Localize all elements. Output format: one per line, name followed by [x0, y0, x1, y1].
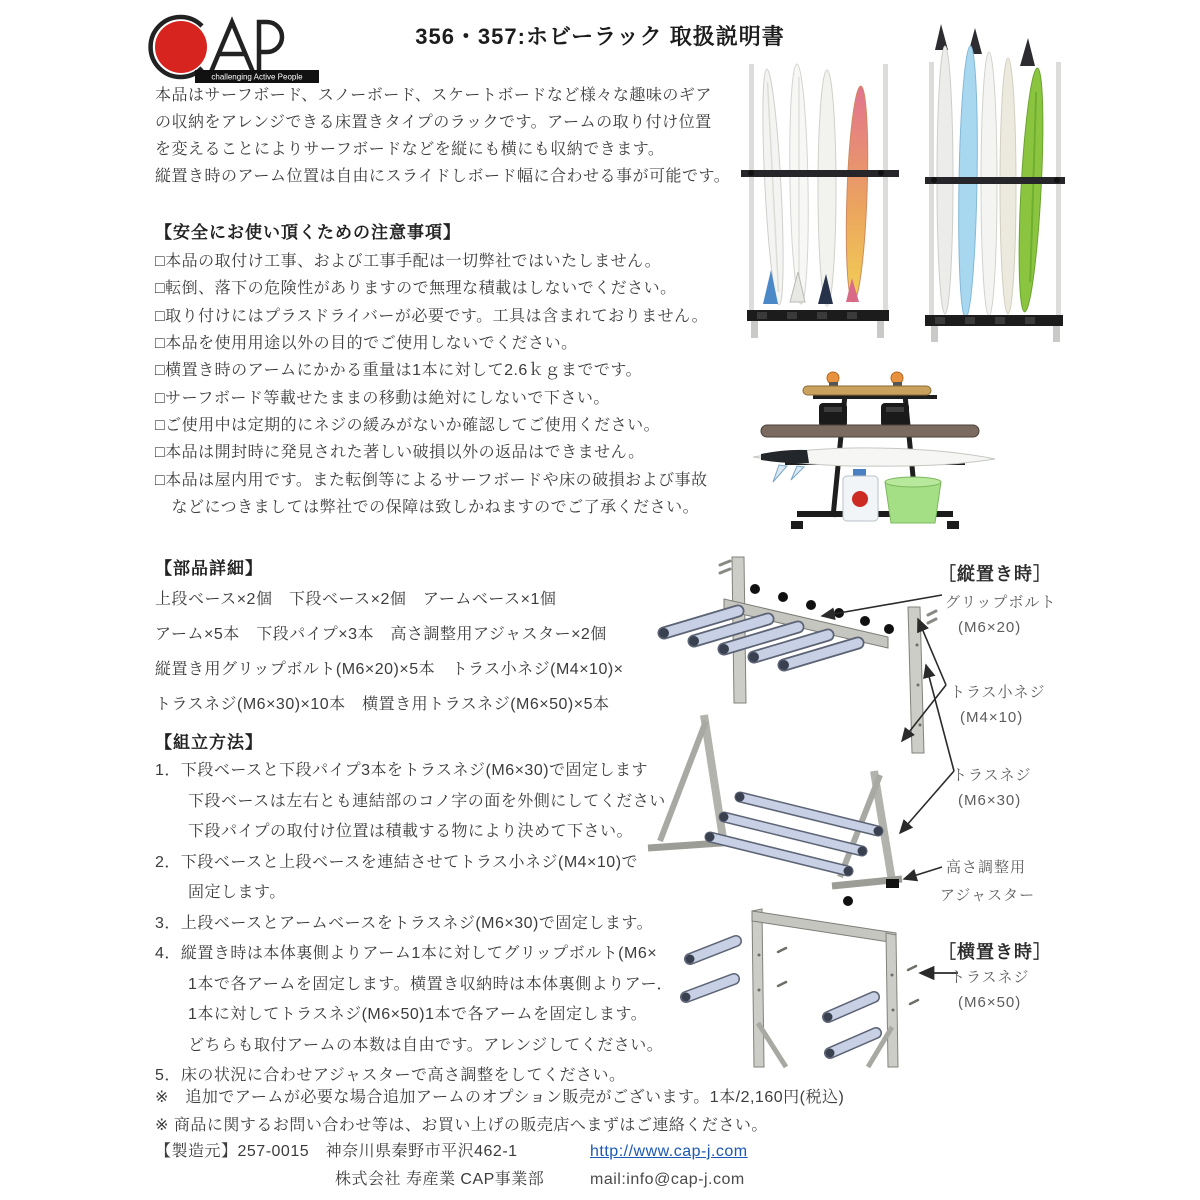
skateboard	[803, 372, 931, 395]
logo-letter-a	[211, 22, 253, 72]
surfboard-pink	[843, 86, 871, 303]
rack-right	[925, 24, 1065, 342]
assembly-step: 3．上段ベースとアームベースをトラスネジ(M6×30)で固定します。	[155, 915, 654, 932]
parts-heading: 【部品詳細】	[155, 559, 263, 578]
parts-line: 上段ベース×2個 下段ベース×2個 アームベース×1個	[155, 591, 557, 608]
assembly-step: 1．下段ベースと下段パイプ3本をトラスネジ(M6×30)で固定します	[155, 762, 649, 779]
fin	[935, 24, 948, 50]
assembly-step: 下段パイプの取付け位置は積載する物により決めて下さい。	[155, 823, 634, 840]
fin	[791, 466, 804, 480]
photo-vertical-racks	[735, 12, 1065, 347]
caption-horizontal-mode: ［横置き時］	[938, 942, 1052, 962]
company-name: 株式会社 寿産業 CAP事業部	[335, 1171, 545, 1188]
bucket	[885, 477, 941, 523]
maker-address: 【製造元】257-0015 神奈川県秦野市平沢462-1	[155, 1143, 518, 1160]
assembly-step: 固定します。	[155, 884, 286, 901]
assembly-heading: 【組立方法】	[155, 733, 263, 752]
safety-item: □サーフボード等載せたままの移動は絶対にしないで下さい。	[155, 390, 610, 407]
logo-red-circle	[155, 21, 207, 73]
cap-logo	[145, 14, 325, 88]
safety-item: □ご使用中は定期的にネジの緩みがないか確認してご使用ください。	[155, 417, 661, 434]
assembly-step: 下段ベースは左右とも連結部のコノ字の面を外側にしてください	[155, 793, 666, 810]
label-truss-screw-h-size: (M6×50)	[958, 994, 1022, 1011]
website-link[interactable]: http://www.cap-j.com	[590, 1143, 748, 1160]
safety-heading: 【安全にお使い頂くための注意事項】	[155, 223, 461, 242]
safety-item: □転倒、落下の危険性がありますので無理な積載はしないでください。	[155, 280, 677, 297]
label-truss-screw: トラスネジ	[952, 767, 1032, 784]
intro-line: を変えることによりサーフボードなどを縦にも横にも収納できます。	[155, 141, 665, 158]
safety-item: などにつきましては弊社での保障は致しかねますのでご了承ください。	[155, 499, 700, 516]
upper-frame	[752, 909, 898, 1067]
note-line: ※ 追加でアームが必要な場合追加アームのオプション販売がございます。1本/2,160円(税込)	[155, 1089, 845, 1106]
rack-left	[741, 64, 899, 338]
parts-line: アーム×5本 下段パイプ×3本 高さ調整用アジャスター×2個	[155, 626, 607, 643]
assembly-step: 1本に対してトラスネジ(M6×50)1本で各アームを固定します。	[155, 1006, 648, 1023]
label-adjuster-line1: 高さ調整用	[946, 859, 1027, 876]
intro-line: 本品はサーフボード、スノーボード、スケートボードなど様々な趣味のギア	[155, 87, 712, 104]
logo-letter-p	[259, 22, 282, 72]
safety-item: □本品を使用用途以外の目的でご使用しないでください。	[155, 335, 578, 352]
assembly-step: 5．床の状況に合わせアジャスターで高さ調整をしてください。	[155, 1067, 626, 1084]
safety-item: □本品の取付け工事、および工事手配は一切弊社ではいたしません。	[155, 253, 662, 270]
assembly-step: どちらも取付アームの本数は自由です。アレンジしてください。	[155, 1037, 664, 1054]
assembly-step: 2．下段ベースと上段ベースを連結させてトラス小ネジ(M4×10)で	[155, 854, 639, 871]
safety-item: □取り付けにはプラスドライバーが必要です。工具は含まれておりません。	[155, 308, 709, 325]
fin	[773, 465, 787, 482]
diagram-horizontal-assembly	[640, 895, 1060, 1085]
fin	[1020, 38, 1035, 66]
assembly-step: 4．縦置き時は本体裏側よりアーム1本に対してグリップボルト(M6×	[155, 945, 658, 962]
label-grip-bolt-size: (M6×20)	[958, 619, 1022, 636]
note-line: ※ 商品に関するお問い合わせ等は、お買い上げの販売店へまずはご連絡ください。	[155, 1117, 768, 1134]
label-small-truss-screw-size: (M4×10)	[960, 709, 1024, 726]
horizontal-arms	[682, 941, 877, 1058]
arms	[659, 611, 858, 670]
safety-item: □本品は屋内用です。また転倒等によるサーフボードや床の破損および事故	[155, 472, 708, 489]
page-title: 356・357:ホビーラック 取扱説明書	[415, 24, 785, 49]
parts-line: 縦置き用グリップボルト(M6×20)×5本 トラス小ネジ(M4×10)×	[155, 661, 624, 678]
label-truss-screw-h: トラスネジ	[950, 969, 1030, 986]
safety-item: □本品は開封時に発見された著しい破損以外の返品はできません。	[155, 444, 645, 461]
intro-line: 縦置き時のアーム位置は自由にスライドしボード幅に合わせる事が可能です。	[155, 168, 731, 185]
label-small-truss-screw: トラス小ネジ	[950, 684, 1046, 701]
mail-address: mail:info@cap-j.com	[590, 1171, 745, 1188]
lower-base-frame	[648, 715, 902, 888]
caption-vertical-mode: ［縦置き時］	[938, 564, 1052, 584]
assembly-step: 1本で各アームを固定します。横置き収納時は本体裏側よりアー．	[155, 976, 674, 993]
photo-horizontal-rack	[745, 345, 1005, 535]
logo-tagline: challenging Active People	[211, 72, 303, 82]
intro-line: の収納をアレンジできる床置きタイプのラックです。アームの取り付け位置	[155, 114, 712, 131]
safety-item: □横置き時のアームにかかる重量は1本に対して2.6ｋｇまでです。	[155, 362, 643, 379]
label-truss-screw-size: (M6×30)	[958, 792, 1022, 809]
label-grip-bolt: グリップボルト	[945, 594, 1057, 611]
label-adjuster-line2: アジャスター	[940, 887, 1036, 904]
parts-line: トラスネジ(M6×30)×10本 横置き用トラスネジ(M6×50)×5本	[155, 696, 610, 713]
arm-base-assembly	[659, 557, 894, 703]
snowboard	[761, 403, 979, 437]
jug	[843, 469, 878, 521]
